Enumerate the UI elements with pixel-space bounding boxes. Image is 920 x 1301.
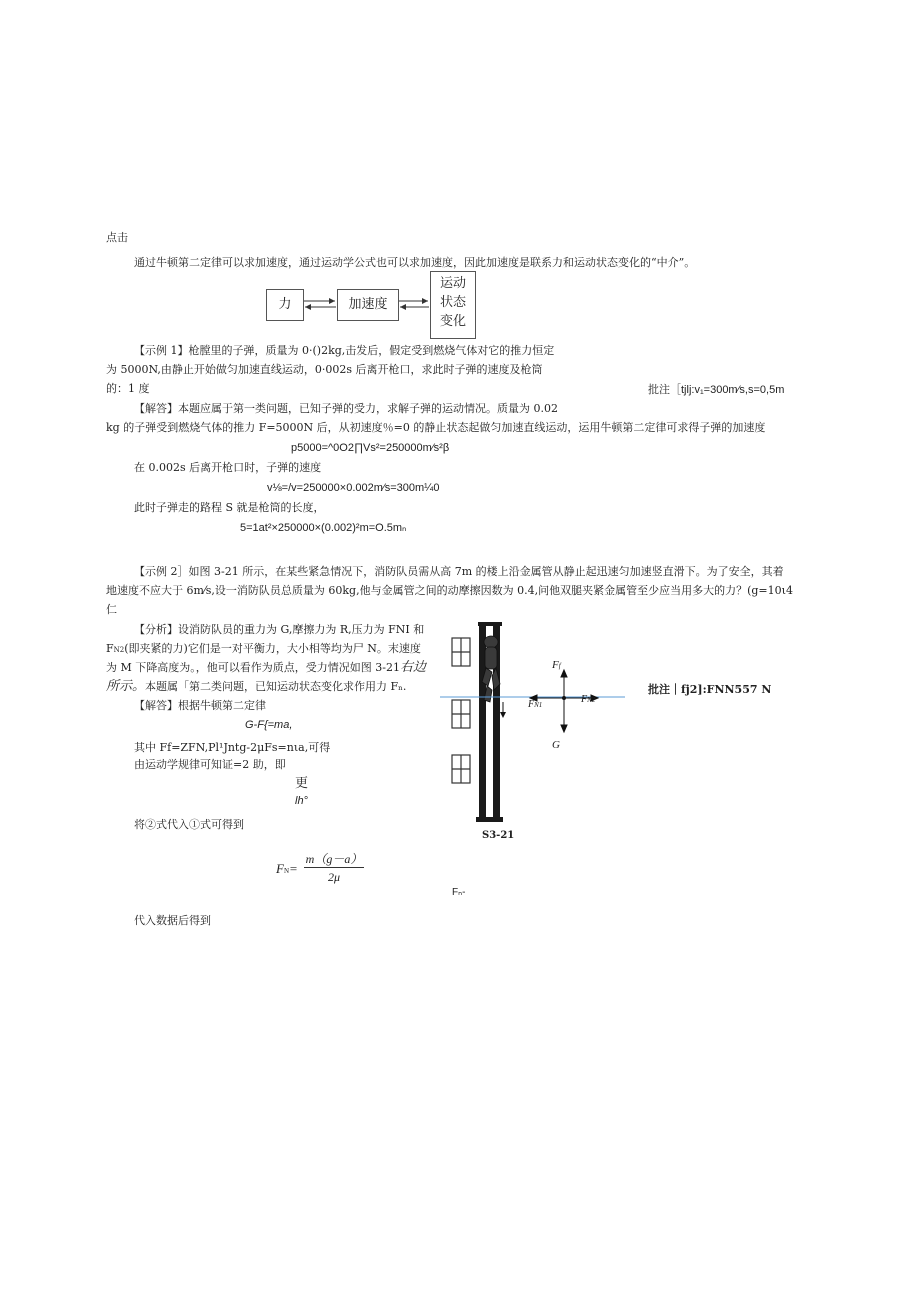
formula-lhs-sub: N xyxy=(283,867,290,875)
double-arrow-left xyxy=(302,296,338,312)
force-box: 力 xyxy=(266,289,304,321)
building-windows xyxy=(452,638,470,783)
motion-box-line-1: 运动 xyxy=(439,276,466,291)
solution2-glyph1: 更 xyxy=(295,776,309,791)
figure-caption: S3-21 xyxy=(482,830,515,841)
header-label: 点击 xyxy=(106,231,128,244)
formula-denominator: 2μ xyxy=(327,870,341,884)
solution1-line2: kg 的子弹受到燃烧气体的推力 F=5000N 后，从初速度％=0 的静止状态起做匀加速直线运动，运用牛顿第二定律可求得子弹的加速度 xyxy=(106,421,766,434)
example2-line2: 地速度不应大于 6m⁄s,设一消防队员总质量为 60kg,他与金属管之间的动摩擦因数为 0.4,问他双腿夹紧金属管至少应当用多大的力？(g=10ι4 xyxy=(106,584,793,597)
example1-line3: 的：1 度 xyxy=(106,382,150,395)
example2-line1: 【示例 2］如图 3-21 所示，在某些紧急情况下，消防队员需从高 7m 的楼上沿金属管从静止起迅速匀加速竖直滑下。为了安全，其着 xyxy=(134,565,784,578)
double-arrow-right xyxy=(397,296,431,312)
formula-lhs xyxy=(276,862,298,878)
analysis-line2-rest: (即夹紧的力)它们是一对平衡力，大小相等均为尸 N。末速度 xyxy=(124,642,421,655)
solution1-line3: 在 0.002s 后离开枪口时，子弹的速度 xyxy=(134,461,322,474)
example1-line1: 【示例 1】枪膛里的子弹，质量为 0·()2kg,击发后，假定受到燃烧气体对它的推力恒定 xyxy=(134,344,555,357)
firefighter-pole-illustration xyxy=(440,620,625,825)
solution1-eq2: v⅛=/v=250000×0.002m⁄s=300m¼0 xyxy=(267,482,440,494)
example2-line3: 仁 xyxy=(106,603,117,616)
force-label-fn2 xyxy=(581,693,595,707)
fn1-sub: N1 xyxy=(534,701,543,709)
intro-paragraph: 通过牛顿第二定律可以求加速度，通过运动学公式也可以求加速度，因此加速度是联系力和运动状态变化的“中介”。 xyxy=(134,256,696,269)
fn2-subscript: N2 xyxy=(113,646,125,654)
annotation-2: 批注｜fj2]:FNN557 N xyxy=(648,683,772,696)
ff-symbol: F xyxy=(552,659,559,671)
acceleration-box: 加速度 xyxy=(337,289,399,321)
solution1-eq1: p5000=^0O2∏Vs²=250000m⁄s²β xyxy=(291,442,450,454)
fn1-symbol: F xyxy=(528,699,535,710)
force-label-friction xyxy=(552,658,561,673)
pole-cap xyxy=(478,622,502,626)
solution2-line2: 其中 Ff=ZFN,Pl¹Jntg-2μFs=nιa,可得 xyxy=(134,741,331,754)
analysis-line1: 【分析】设消防队员的重力为 G,摩擦力为 R,压力为 FNI 和 xyxy=(134,623,425,636)
formula-equals: = xyxy=(289,861,298,876)
fn2-label-sub: N2 xyxy=(587,696,596,704)
formula-fraction-bar xyxy=(304,867,364,868)
solution2-line1: 【解答】根据牛顿第二定律 xyxy=(134,699,266,712)
analysis-line4-italic: 所示。 xyxy=(106,679,146,694)
solution1-eq3: 5=1at²×250000×(0.002)²m=O.5mₙ xyxy=(240,522,407,534)
ff-sub: f xyxy=(558,662,561,670)
formula-lhs-f: F xyxy=(276,861,284,876)
annotation-1: 批注［tjlj:v₁=300m⁄s,s=0,5m xyxy=(648,384,785,396)
analysis-line4-rest: 本题属「第二类问题，已知运动状态变化求作用力 Fₙ. xyxy=(145,680,407,693)
analysis-line2 xyxy=(106,642,421,657)
fn2-label-symbol: F xyxy=(581,694,588,705)
formula-numerator: m（g－a） xyxy=(305,852,363,866)
motion-state-box xyxy=(430,271,476,339)
force-label-fn1 xyxy=(528,698,542,712)
motion-box-line-3: 变化 xyxy=(439,314,466,329)
analysis-line4 xyxy=(106,680,406,694)
small-arrow-head xyxy=(500,712,506,718)
analysis-line3-text: 为 M 下降高度为。，他可以看作为质点，受力情况如图 3-21 xyxy=(106,661,400,674)
fn-label: Fₙ- xyxy=(452,887,466,898)
solution1-line1: 【解答】本题应属于第一类问题，已知子弹的受力，求解子弹的运动情况。质量为 0.02 xyxy=(134,402,558,415)
solution2-line3: 由运动学规律可知证=2 助，即 xyxy=(134,758,286,771)
analysis-line3 xyxy=(106,661,426,675)
solution2-line4: 将②式代入①式可得到 xyxy=(134,818,244,831)
pole-base xyxy=(476,817,503,822)
figure-3-21 xyxy=(440,620,625,825)
force-label-gravity: G xyxy=(552,739,560,751)
motion-box-line-2: 状态 xyxy=(439,295,466,310)
solution1-line4: 此时子弹走的路程 S 就是枪筒的长度， xyxy=(134,501,325,514)
solution2-line5: 代入数据后得到 xyxy=(134,914,211,927)
solution2-eq1: G-F{=ma, xyxy=(245,719,293,731)
solution2-glyph2: lh° xyxy=(295,795,308,807)
analysis-line3-italic: 右边 xyxy=(399,660,426,675)
fn2-symbol: F xyxy=(106,642,114,655)
example1-line2: 为 5000N,由静止开始做匀加速直线运动，0·002s 后离开枪口，求此时子弹的速度及枪筒 xyxy=(106,363,543,376)
